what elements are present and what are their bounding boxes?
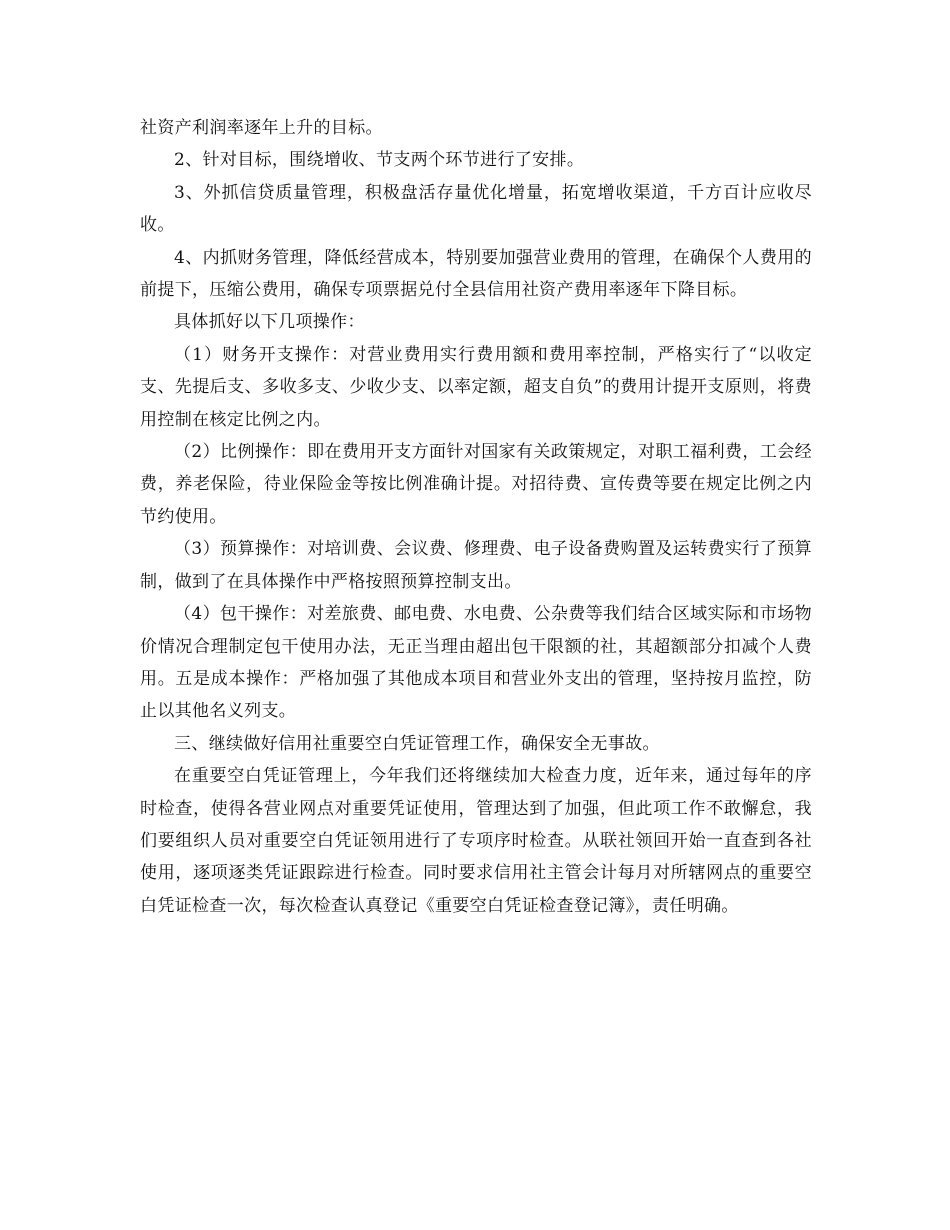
- paragraph-1: 社资产利润率逐年上升的目标。: [140, 118, 383, 138]
- document-body: [140, 112, 812, 922]
- paragraph-4: 4、内抓财务管理，降低经营成本，特别要加强营业费用的管理，在确保个人费用的前提下，压缩公费用，确保专项票据兑付全县信用社资产费用率逐年下降目标。: [140, 247, 812, 301]
- paragraph-2: 2、针对目标，围绕增收、节支两个环节进行了安排。: [174, 150, 585, 171]
- paragraph-6: （1）财务开支操作：对营业费用实行费用额和费用率控制，严格实行了“以收定支、先提后支、多收多支、少收少支、以率定额，超支自负”的费用计提开支原则，将费用控制在核定比例之内。: [140, 344, 812, 430]
- paragraph-8: （3）预算操作：对培训费、会议费、修理费、电子设备费购置及运转费实行了预算制，做到了在具体操作中严格按照预算控制支出。: [140, 539, 812, 592]
- paragraph-7: （2）比例操作：即在费用开支方面针对国家有关政策规定，对职工福利费，工会经费，养老保险，待业保险金等按比例准确计提。对招待费、宣传费等要在规定比例之内节约使用。: [140, 442, 812, 527]
- paragraph-9: （4）包干操作：对差旅费、邮电费、水电费、公杂费等我们结合区域实际和市场物价情况合理制定包干使用办法，无正当理由超出包干限额的社，其超额部分扣减个人费用。五是成本操作：严格加强了其他成本项目和营业外支出的管理，坚持按月监控，防止以其他名义列支。: [140, 604, 812, 722]
- paragraph-11: 在重要空白凭证管理上，今年我们还将继续加大检查力度，近年来，通过每年的序时检查，使得各营业网点对重要凭证使用，管理达到了加强，但此项工作不敢懈怠，我们要组织人员对重要空白凭证领用进行了专项序时检查。从联社领回开始一直查到各社使用，逐项逐类凭证跟踪进行检查。同时要求信用社主管会计每月对所辖网点的重要空白凭证检查一次，每次检查认真登记《重要空白凭证检查登记簿》，责任明确。: [140, 766, 812, 916]
- paragraph-3: 3、外抓信贷质量管理，积极盘活存量优化增量，拓宽增收渠道，千方百计应收尽收。: [140, 182, 812, 236]
- paragraph-5: 具体抓好以下几项操作：: [174, 312, 365, 333]
- paragraph-10: 三、继续做好信用社重要空白凭证管理工作，确保安全无事故。: [174, 733, 660, 754]
